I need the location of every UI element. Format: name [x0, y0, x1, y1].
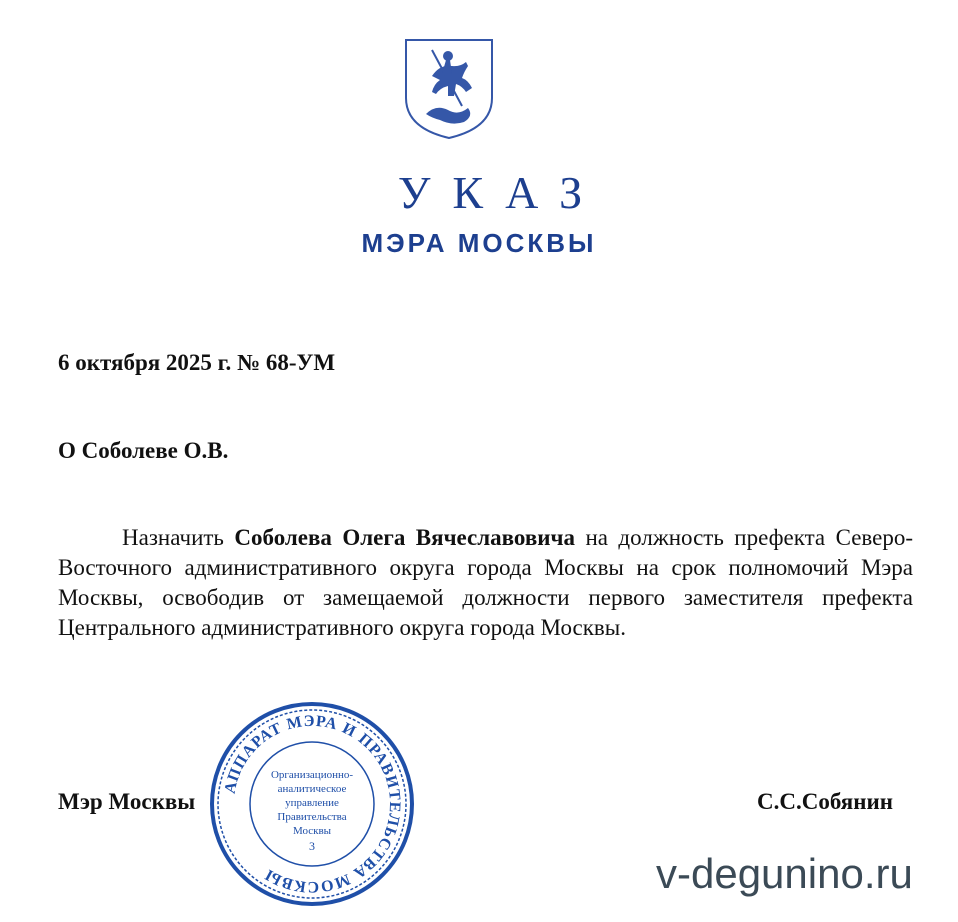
official-stamp-seal [208, 700, 416, 908]
svg-text:управление: управление [285, 797, 339, 809]
document-date-number: 6 октября 2025 г. № 68-УМ [58, 350, 336, 375]
svg-text:аналитическое: аналитическое [277, 783, 347, 795]
body-intro: Назначить [122, 525, 235, 550]
signatory-name: С.С.Собянин [757, 789, 893, 814]
appointee-name: Соболева Олега Вячеславовича [234, 525, 575, 550]
moscow-coat-of-arms-icon [402, 36, 496, 140]
site-watermark: v-degunino.ru [656, 850, 913, 897]
document-type-title: УКАЗ [397, 167, 605, 218]
document-subject: О Соболеве О.В. [58, 438, 229, 463]
svg-text:Организационно-: Организационно- [270, 769, 354, 781]
svg-text:АППАРАТ МЭРА И ПРАВИТЕЛЬСТВА М: АППАРАТ МЭРА И ПРАВИТЕЛЬСТВА МОСКВЫ [221, 712, 404, 896]
svg-text:Москвы: Москвы [292, 825, 332, 837]
svg-text:3: 3 [309, 839, 315, 853]
document-body [58, 523, 913, 643]
svg-text:Правительства: Правительства [277, 811, 347, 823]
body-rest: на должность префекта Северо-Восточного административного округа города Москвы на срок полномочий Мэра Москвы, освободив от замещаемой должности первого заместителя префекта Центрального административного округа города Москвы. [58, 525, 913, 640]
issuer-subtitle: МЭРА МОСКВЫ [361, 228, 597, 258]
signatory-position: Мэр Москвы [58, 789, 196, 814]
